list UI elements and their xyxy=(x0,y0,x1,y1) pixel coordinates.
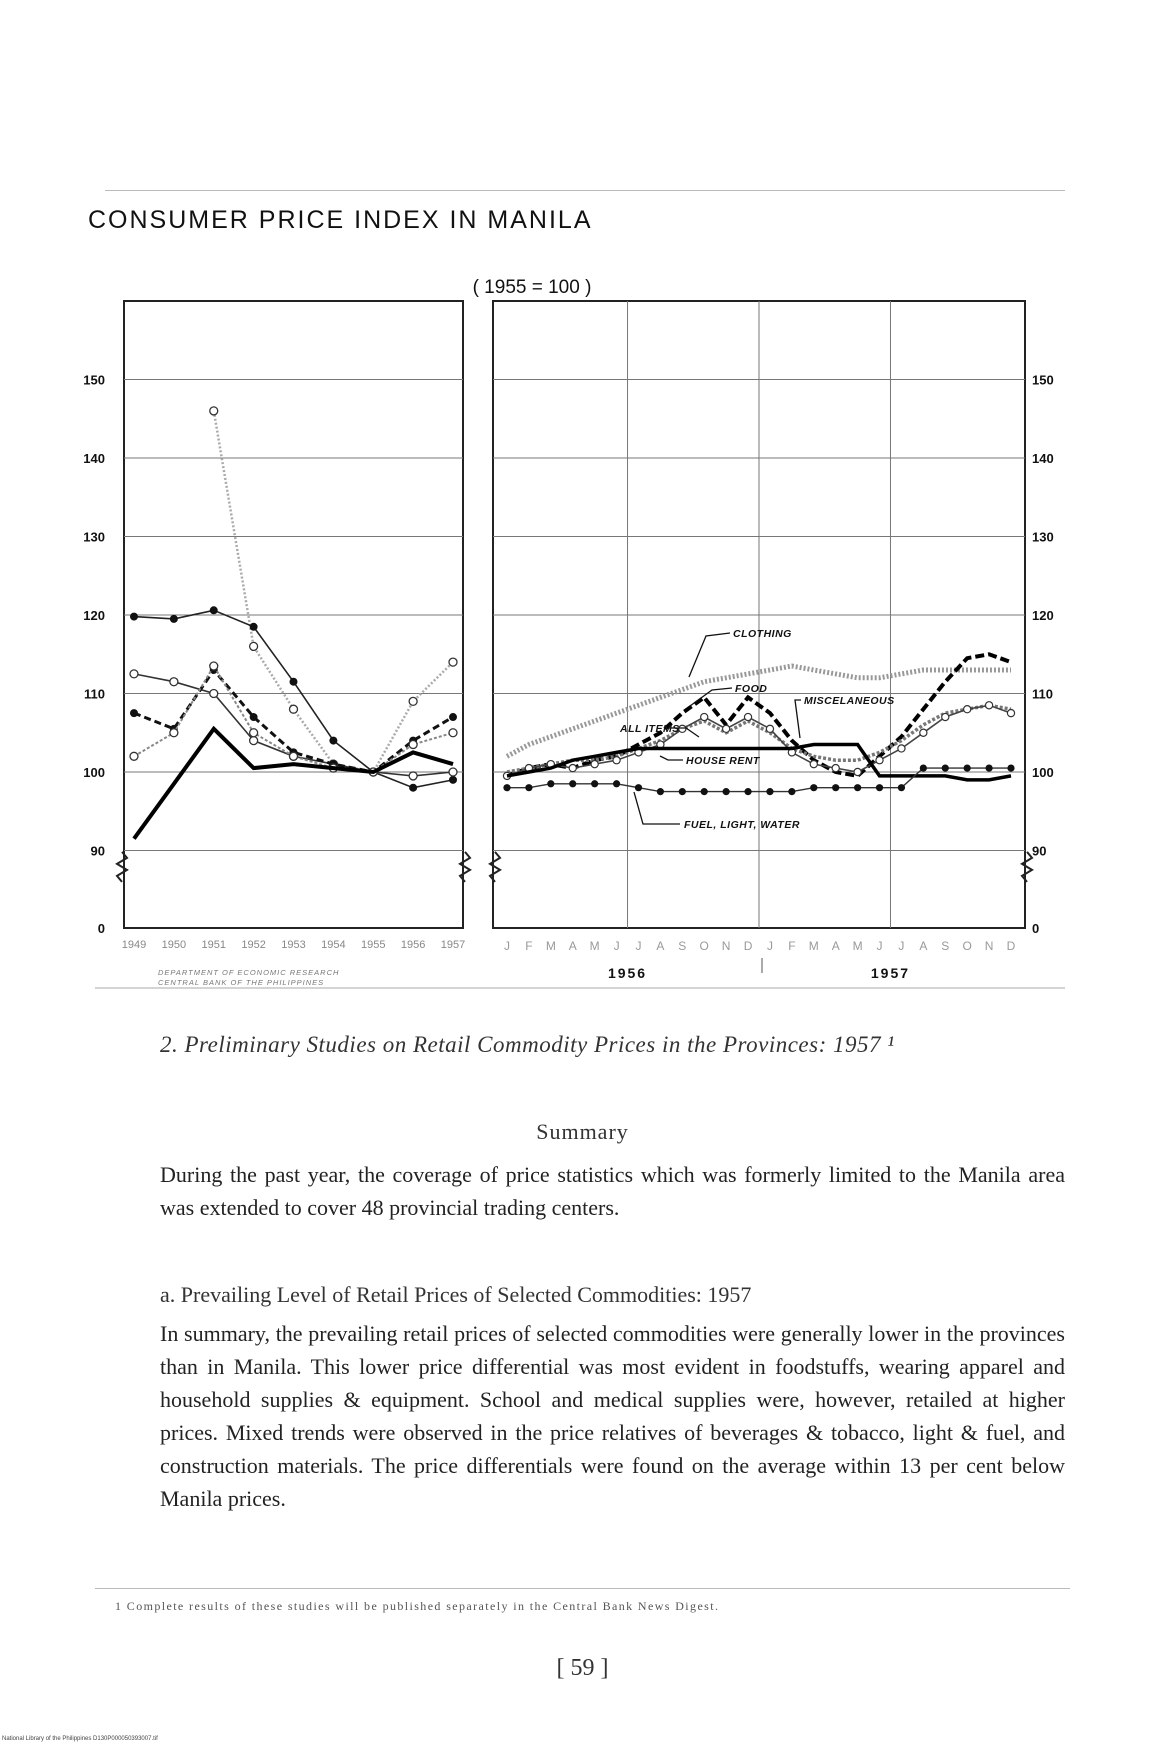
y-tick-label-left: 110 xyxy=(84,686,105,702)
right-series-point xyxy=(766,788,773,795)
page-number: [ 59 ] xyxy=(556,1655,609,1681)
right-series-point xyxy=(942,713,949,720)
left-series-point xyxy=(449,729,457,737)
right-series-point xyxy=(788,788,795,795)
left-series-point xyxy=(130,670,138,678)
y-tick-label-right: 120 xyxy=(1032,608,1054,623)
right-series-point xyxy=(876,784,883,791)
source-note-line: DEPARTMENT OF ECONOMIC RESEARCH xyxy=(158,968,340,977)
left-series-point xyxy=(250,642,258,650)
right-series-point xyxy=(832,784,839,791)
x-tick-label-year: 1952 xyxy=(241,939,266,951)
axis-break-left-inner xyxy=(460,852,470,882)
chart-subtitle: ( 1955 = 100 ) xyxy=(472,277,592,298)
x-tick-label-year: 1956 xyxy=(400,939,426,951)
right-series-point xyxy=(810,761,817,768)
left-series-point xyxy=(170,615,178,623)
y-tick-label-left: 150 xyxy=(83,372,105,388)
x-tick-label-month: A xyxy=(831,939,840,953)
x-tick-label-month: J xyxy=(613,939,620,953)
x-tick-label-month: A xyxy=(568,939,577,953)
x-tick-label-month: O xyxy=(699,939,709,953)
left-series-point xyxy=(449,776,457,784)
right-series-point xyxy=(920,729,927,736)
left-series-point xyxy=(250,623,258,631)
year-label: 1956 xyxy=(607,965,648,981)
x-tick-label-year: 1950 xyxy=(161,939,187,951)
y-tick-label-right: 140 xyxy=(1032,451,1054,466)
right-series-point xyxy=(854,768,861,775)
y-tick-label-right: 100 xyxy=(1032,765,1054,780)
right-series-point xyxy=(964,764,971,771)
left-series-line-1 xyxy=(134,610,453,787)
year-label: 1957 xyxy=(870,965,911,981)
right-series-point xyxy=(744,788,751,795)
x-tick-label-year: 1953 xyxy=(281,939,306,951)
left-series-point xyxy=(170,729,178,737)
x-tick-label-month: N xyxy=(984,939,994,953)
summary-paragraph: During the past year, the coverage of price statistics which was formerly limited to the Manila area was extended to cover 48 provincial trading centers. xyxy=(160,1162,1065,1220)
series-label: MISCELANEOUS xyxy=(804,695,895,707)
series-label: FOOD xyxy=(735,683,768,695)
axis-break-right xyxy=(1022,852,1032,882)
series-label-leader xyxy=(689,633,730,677)
left-series-point xyxy=(170,678,178,686)
x-tick-label-year: 1954 xyxy=(321,939,346,951)
y-tick-label-right: 130 xyxy=(1032,529,1054,545)
x-tick-label-year: 1957 xyxy=(440,939,466,951)
footnote-rule xyxy=(95,1588,1070,1589)
series-label: FUEL, LIGHT, WATER xyxy=(684,819,800,831)
right-series-point xyxy=(964,706,971,713)
x-tick-label-month: S xyxy=(678,939,687,953)
right-series-point xyxy=(810,784,817,791)
summary-heading: Summary xyxy=(536,1119,629,1144)
right-series-point xyxy=(679,788,686,795)
y-tick-label-right: 0 xyxy=(1032,921,1040,936)
left-series-point xyxy=(210,407,218,415)
right-series-point xyxy=(898,784,905,791)
right-series-point xyxy=(503,784,510,791)
right-series-point xyxy=(744,713,751,720)
right-series-point xyxy=(876,757,883,764)
prevailing-prices-paragraph: In summary, the prevailing retail prices of selected commodities were generally lower in the provinces than in Manila. This lower price differential was most evident in foodstuffs, wearing apparel and household supplies & equipment. School and medical supplies were, however, retailed at higher prices. Mixed trends were observed in the price relatives of beverages & tobacco, light & fuel, and construction materials. The price differentials were found on the average within 13 per cent below Manila prices. xyxy=(160,1321,1065,1511)
left-series-point xyxy=(210,690,218,698)
right-series-point xyxy=(723,725,730,732)
axis-break-right-inner xyxy=(490,852,500,882)
right-series-point xyxy=(898,745,905,752)
left-series-point xyxy=(130,752,138,760)
series-label: CLOTHING xyxy=(733,628,792,640)
right-series-point xyxy=(525,784,532,791)
left-series-point xyxy=(250,713,258,721)
x-tick-label-year: 1955 xyxy=(361,939,386,951)
x-tick-label-month: J xyxy=(504,939,510,953)
left-series-point xyxy=(449,713,457,721)
right-series-point xyxy=(854,784,861,791)
right-series-point xyxy=(613,780,620,787)
right-series-point xyxy=(569,780,576,787)
x-tick-label-month: D xyxy=(1006,939,1016,953)
series-label-leader xyxy=(795,700,801,738)
right-series-point xyxy=(1007,764,1014,771)
x-tick-label-month: J xyxy=(766,939,773,953)
left-series-point xyxy=(250,729,258,737)
left-series-point xyxy=(449,768,457,776)
right-series-point xyxy=(832,764,839,771)
x-tick-label-month: F xyxy=(788,939,796,953)
series-label: ALL ITEMS xyxy=(620,723,680,735)
left-series-line-0 xyxy=(214,411,453,772)
series-label-leader xyxy=(660,756,683,760)
x-tick-label-month: O xyxy=(962,939,972,953)
y-tick-label-left: 140 xyxy=(83,451,105,466)
left-series-point xyxy=(409,772,417,780)
left-series-point xyxy=(290,752,298,760)
right-series-point xyxy=(701,713,708,720)
left-series-point xyxy=(329,737,337,745)
left-series-point xyxy=(290,678,298,686)
right-series-point xyxy=(766,725,773,732)
right-series-point xyxy=(569,764,576,771)
left-series-point xyxy=(210,662,218,670)
left-series-point xyxy=(210,606,218,614)
left-series-point xyxy=(130,613,138,621)
left-series-point xyxy=(409,741,417,749)
right-series-point xyxy=(657,788,664,795)
series-label: HOUSE RENT xyxy=(686,755,760,767)
x-tick-label-month: A xyxy=(656,939,665,953)
x-tick-label-month: M xyxy=(589,939,600,953)
x-tick-label-month: J xyxy=(635,939,642,953)
y-tick-label-right: 90 xyxy=(1032,843,1047,859)
right-series-point xyxy=(985,764,992,771)
x-tick-label-month: F xyxy=(525,939,533,953)
left-series-point xyxy=(409,697,417,705)
x-tick-label-month: J xyxy=(898,939,905,953)
right-series-point xyxy=(635,784,642,791)
x-tick-label-month: M xyxy=(852,939,863,953)
y-tick-label-left: 100 xyxy=(83,765,105,780)
right-series-point xyxy=(723,788,730,795)
y-tick-label-right: 150 xyxy=(1032,372,1054,388)
chart-title: CONSUMER PRICE INDEX IN MANILA xyxy=(88,206,593,234)
left-series-point xyxy=(250,737,258,745)
axis-break-left xyxy=(117,852,127,882)
x-tick-label-month: A xyxy=(919,939,928,953)
library-credit: National Library of the Philippines D130P000050393007.tif xyxy=(2,1736,158,1742)
x-tick-label-year: 1949 xyxy=(121,939,147,951)
y-tick-label-left: 130 xyxy=(83,529,105,545)
y-tick-label-left: 120 xyxy=(83,608,105,623)
x-tick-label-year: 1951 xyxy=(201,939,226,951)
x-tick-label-month: J xyxy=(876,939,883,953)
right-series-point xyxy=(591,780,598,787)
right-series-point xyxy=(679,725,686,732)
left-series-point xyxy=(449,658,457,666)
right-series-point xyxy=(1007,710,1014,717)
right-series-point xyxy=(701,788,708,795)
right-series-point xyxy=(985,702,992,709)
x-tick-label-month: S xyxy=(941,939,950,953)
y-tick-label-left: 0 xyxy=(97,921,105,936)
x-tick-label-month: D xyxy=(743,939,753,953)
x-tick-label-month: M xyxy=(808,939,819,953)
left-series-point xyxy=(130,709,138,717)
subsection-heading: a. Prevailing Level of Retail Prices of Selected Commodities: 1957 xyxy=(160,1282,752,1307)
source-note-line: CENTRAL BANK OF THE PHILIPPINES xyxy=(158,978,325,987)
x-tick-label-month: N xyxy=(721,939,731,953)
left-series-point xyxy=(409,784,417,792)
series-label-leader xyxy=(634,792,680,824)
right-series-point xyxy=(920,764,927,771)
section-heading: 2. Preliminary Studies on Retail Commodity Prices in the Provinces: 1957 ¹ xyxy=(160,1032,895,1057)
right-series-point xyxy=(547,780,554,787)
x-tick-label-month: M xyxy=(545,939,556,953)
left-series-point xyxy=(290,705,298,713)
y-tick-label-right: 110 xyxy=(1032,686,1053,702)
footnote: 1 Complete results of these studies will be published separately in the Central Bank News Digest. xyxy=(115,1599,720,1613)
right-series-point xyxy=(942,764,949,771)
right-series-point xyxy=(591,761,598,768)
right-series-point xyxy=(613,757,620,764)
y-tick-label-left: 90 xyxy=(90,843,105,859)
